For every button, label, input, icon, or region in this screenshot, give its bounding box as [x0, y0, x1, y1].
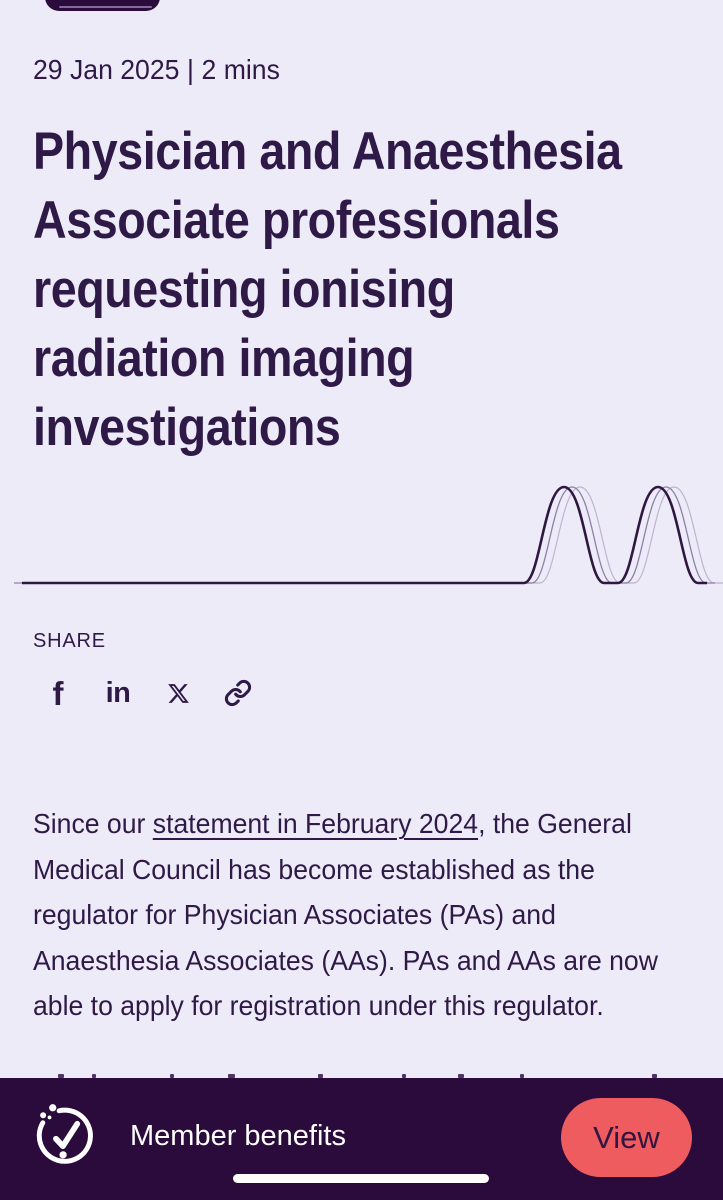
view-button[interactable]: View — [561, 1098, 692, 1177]
body-line: able to apply for registration under this regulator. — [33, 990, 604, 1021]
linkedin-icon[interactable]: in — [105, 676, 131, 709]
meta-separator: | — [187, 54, 194, 85]
page-title — [33, 117, 702, 462]
share-buttons — [42, 674, 254, 712]
title-line: requesting ionising — [33, 260, 455, 319]
title-line: investigations — [33, 398, 341, 457]
body-line: Medical Council has become established as the — [33, 853, 595, 885]
article-meta — [33, 54, 280, 86]
member-benefits-icon — [33, 1103, 97, 1167]
title-line: Physician and Anaesthesia — [33, 122, 622, 181]
body-line: Since our statement in February 2024, the General — [33, 808, 632, 839]
title-line: Associate professionals — [33, 191, 560, 250]
article-body — [33, 801, 691, 1029]
category-pill[interactable] — [45, 0, 160, 11]
read-time: 2 mins — [201, 54, 280, 85]
publish-date: 29 Jan 2025 — [33, 54, 180, 85]
statement-link[interactable]: statement in February 2024 — [152, 808, 479, 839]
facebook-icon[interactable]: f — [52, 674, 64, 712]
wave-decoration — [0, 470, 723, 600]
body-line: Anaesthesia Associates (AAs). PAs and AAs are now — [33, 944, 658, 976]
body-line: regulator for Physician Associates (PAs) and — [33, 899, 556, 930]
title-line: radiation imaging — [33, 329, 415, 388]
member-benefits-label: Member benefits — [130, 1120, 346, 1152]
x-icon[interactable] — [162, 674, 194, 712]
copy-link-icon[interactable] — [222, 674, 254, 712]
member-benefits-bar — [0, 1078, 723, 1200]
share-label: SHARE — [33, 630, 106, 652]
home-indicator[interactable] — [233, 1174, 489, 1183]
